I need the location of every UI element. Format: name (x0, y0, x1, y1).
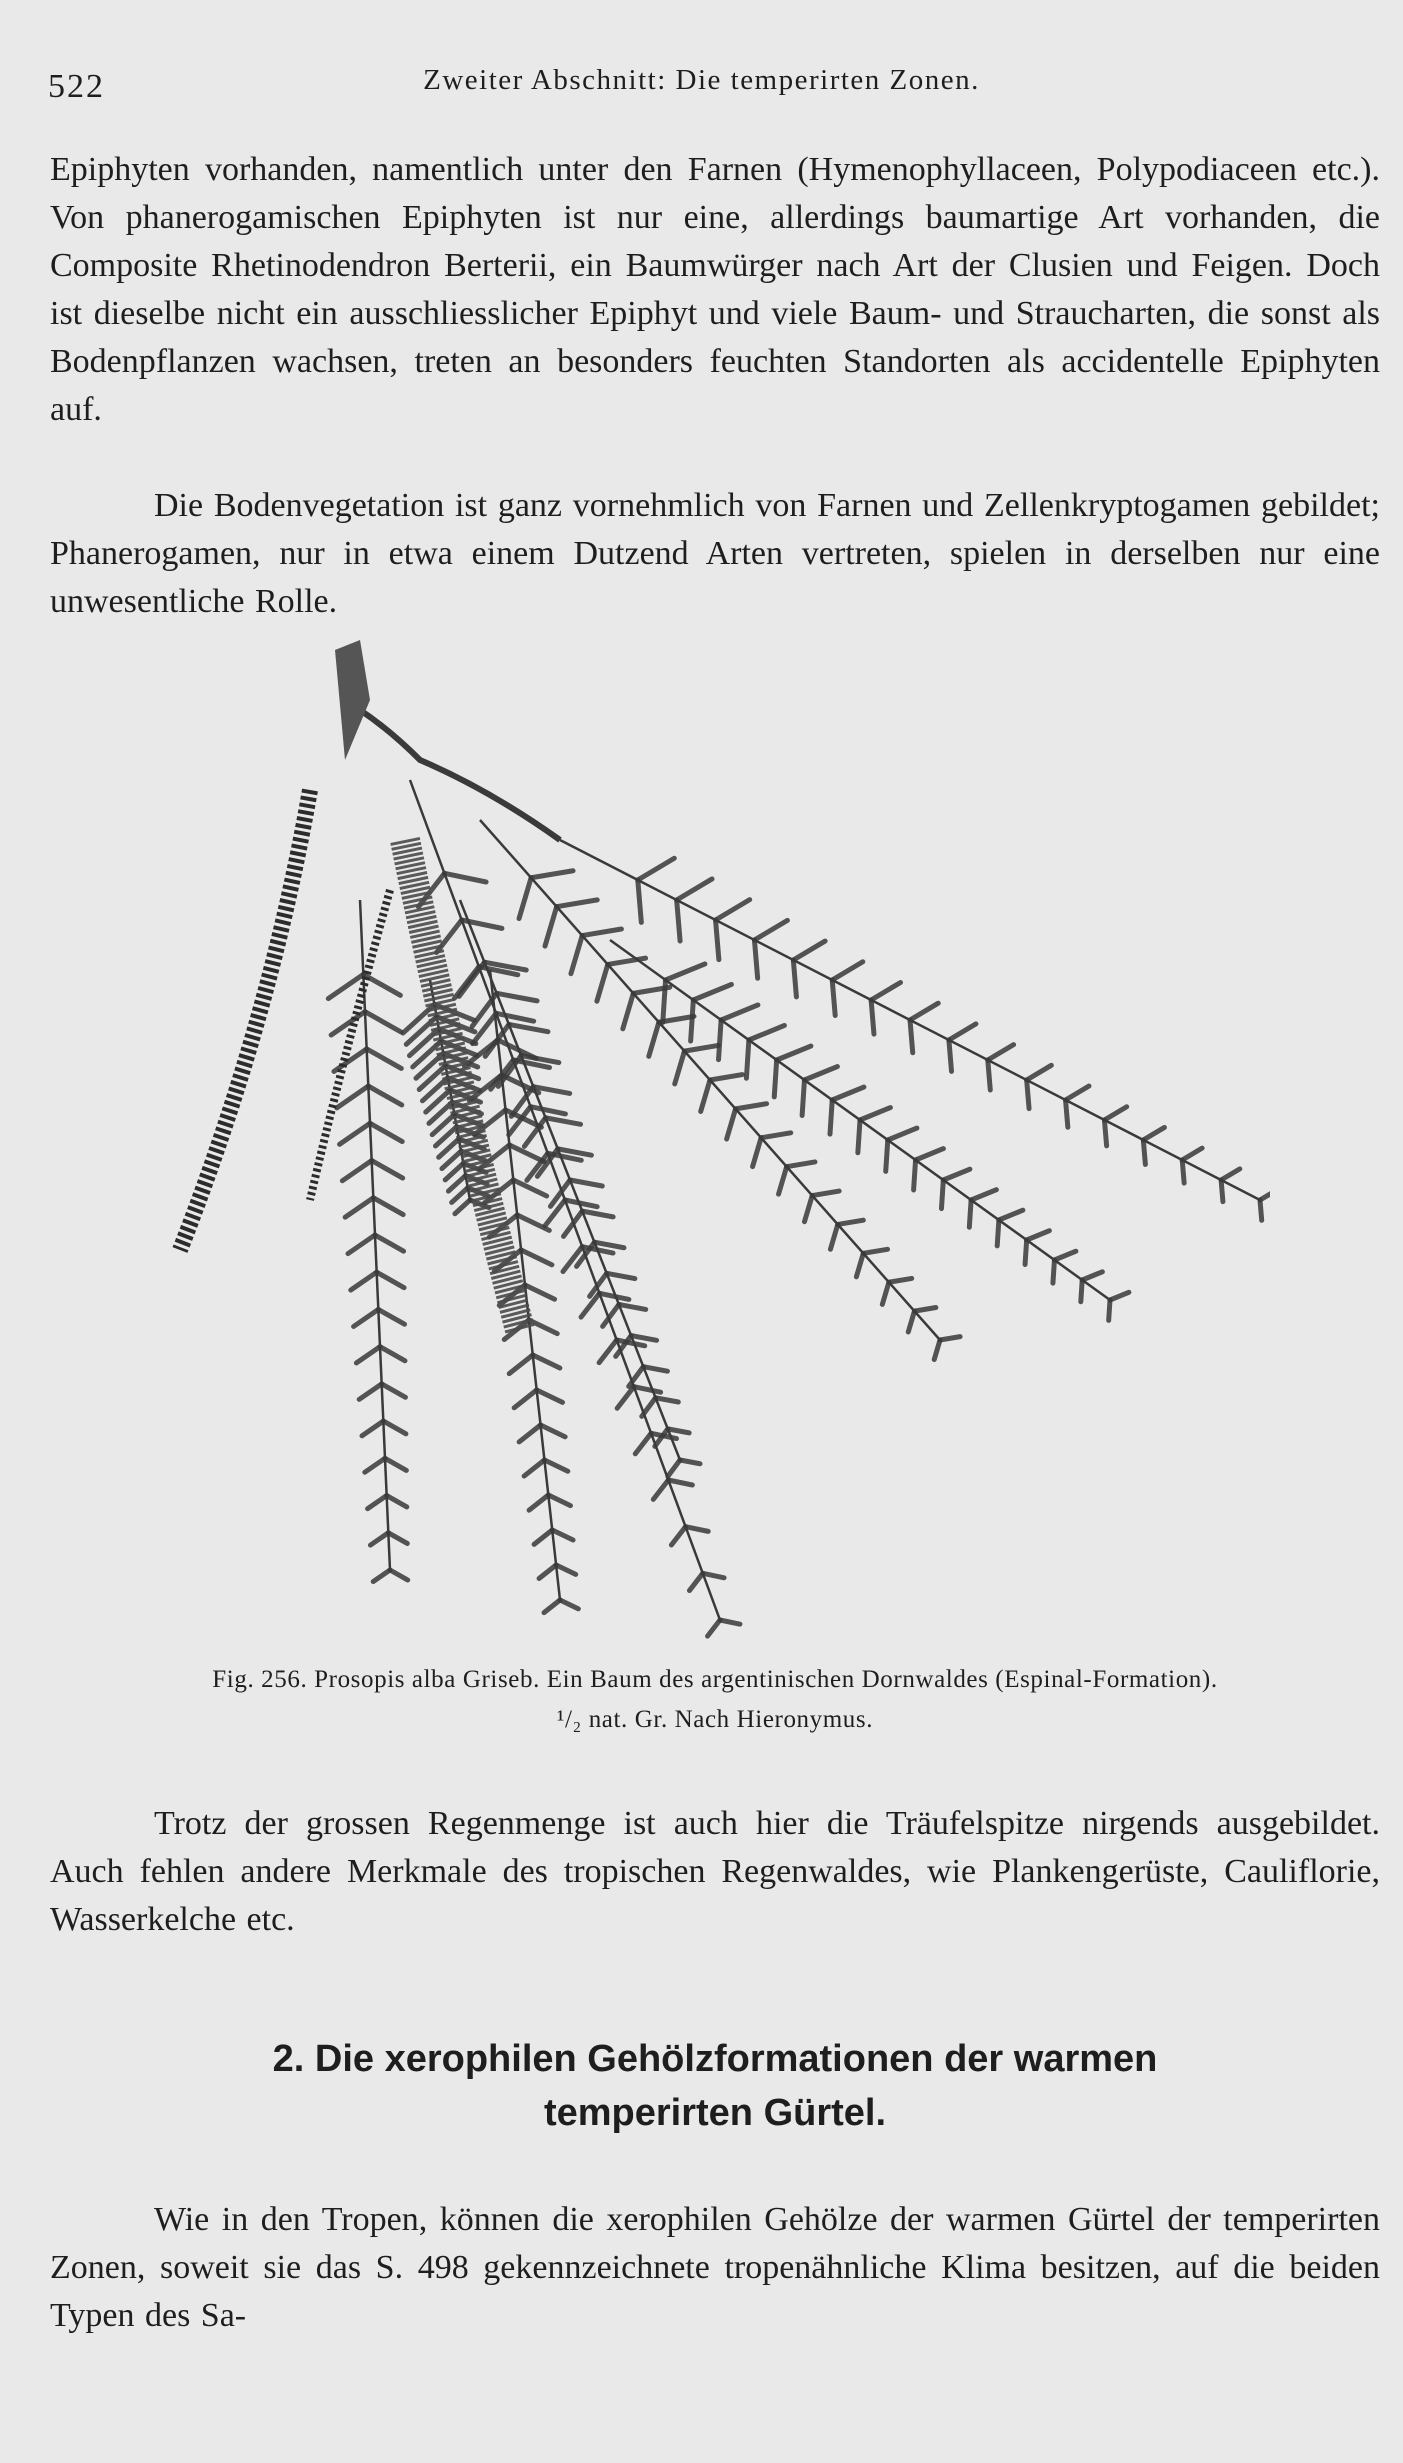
page-number: 522 (48, 68, 105, 105)
leaflet (1143, 1140, 1145, 1164)
leaflet (1053, 1260, 1055, 1283)
leaflet (509, 1145, 544, 1162)
section-heading (50, 2032, 1380, 2140)
leaflet (934, 1340, 940, 1360)
leaflet (727, 1109, 736, 1139)
leaflet (385, 1458, 406, 1470)
leaflet (452, 1188, 468, 1203)
leaflet (914, 1308, 935, 1312)
leaflet (444, 873, 486, 882)
leaflet (710, 1075, 742, 1080)
leaflet (373, 1198, 403, 1215)
leaflet (521, 1250, 552, 1265)
leaflet (701, 1080, 710, 1111)
leaflet (560, 1600, 578, 1609)
leaflet (1066, 1086, 1089, 1100)
leaflet (832, 980, 835, 1015)
leaflet (1260, 1190, 1270, 1200)
leaflet (716, 920, 719, 960)
leaflet (680, 1460, 700, 1464)
leaflet (529, 1320, 557, 1334)
leaflet (519, 878, 531, 919)
leaflet (1054, 1251, 1075, 1260)
leaflet (656, 1398, 679, 1402)
leaflet (916, 1149, 944, 1160)
leaflet (544, 1600, 560, 1613)
broken-twig (335, 640, 370, 760)
leaflet (668, 1429, 689, 1433)
leaflet (943, 1169, 970, 1180)
leaflet (365, 1012, 401, 1032)
running-head (48, 60, 1355, 110)
leaflet (888, 1128, 917, 1140)
leaflet (754, 940, 757, 978)
leaflet (1182, 1148, 1202, 1160)
leaflet (548, 1495, 570, 1506)
leaflet (359, 1384, 381, 1399)
leaflet (889, 1278, 912, 1282)
leaflet (1104, 1120, 1106, 1146)
leaflet (1027, 1231, 1050, 1240)
leaflet (668, 1460, 680, 1476)
leaflet (634, 1387, 661, 1393)
leaflet (556, 1565, 576, 1574)
leaflet (546, 1118, 581, 1125)
leaflet (802, 1080, 804, 1116)
leaflet (643, 1367, 667, 1371)
leaflet (668, 1480, 692, 1485)
leaflet (373, 1570, 390, 1582)
leaflet (334, 1049, 367, 1072)
leaflet (638, 880, 642, 922)
leaflet (623, 993, 634, 1028)
leaflet (557, 900, 598, 907)
leaflet (1082, 1272, 1102, 1280)
leaflet (599, 1340, 617, 1363)
leaflet (753, 1138, 762, 1167)
leaflet (607, 1273, 635, 1278)
leaflet (409, 1029, 438, 1056)
leaflet (368, 1496, 387, 1509)
main-stem (350, 650, 560, 840)
leaflet (382, 1384, 406, 1397)
leaflet (988, 1045, 1014, 1060)
prosopis-branch-illustration (160, 640, 1270, 1650)
leaflet (533, 1355, 560, 1368)
leaflet (1260, 1200, 1262, 1220)
leaflet (720, 1620, 740, 1624)
leaflet (812, 1191, 839, 1196)
leaflet (793, 941, 825, 960)
leaflet (356, 1347, 380, 1363)
leaflet (908, 1311, 914, 1332)
leaflet (1025, 1240, 1027, 1264)
paragraph-epiphytes: Epiphyten vorhanden, namentlich unter den Farnen (Hymenophyllaceen, Polypodiaceen etc.). Von phanerogamischen Epiphyten ist nur eine, allerdings baumartige Art vorhanden, die Composite Rhetinodendron Berterii, ein Baumwürger nach Art der Clusien und Feigen. Doch ist dieselbe nicht ein ausschliesslicher Epiphyt und viele Baum- und Straucharten, die sonst als Bodenpflanzen wachsen, treten an besonders feuchten Standorten als accidentelle Epiphyten auf. (50, 151, 1380, 428)
running-title: Zweiter Abschnitt: Die temperirten Zonen. (423, 64, 980, 96)
leaflet (1104, 1107, 1126, 1120)
leaflet (716, 900, 750, 920)
leaflet (340, 1123, 370, 1144)
leaflet (387, 1496, 407, 1507)
leaflet (459, 962, 484, 996)
leaflet (860, 1108, 890, 1120)
paragraph-ground-vegetation: Die Bodenvegetation ist ganz vornehmlich von Farnen und Zellenkryptogamen gebildet; Phanerogamen, nur in etwa einem Dutzend Arten vertreten, spielen in derselben nur eine unwesentliche Rolle. (50, 487, 1380, 620)
leaflet (749, 1025, 785, 1040)
leaflet (617, 1340, 645, 1346)
figure-caption (50, 1660, 1380, 1740)
leaflet (1027, 1080, 1029, 1109)
leaflet (1066, 1100, 1068, 1127)
leaflet (736, 1104, 767, 1109)
leaflet (342, 1161, 371, 1181)
caption-line-1: Fig. 256. Prosopis alba Griseb. Ein Baum des argentinischen Dornwaldes (Espinal-Formation). (212, 1666, 1218, 1693)
figure-prosopis-alba (160, 640, 1270, 1650)
leaflet (345, 1198, 373, 1217)
leaflet (378, 1309, 404, 1324)
leaflet (351, 1272, 377, 1290)
leaflet (519, 1425, 540, 1442)
flower-spike (180, 790, 310, 1250)
leaflet (594, 1242, 624, 1248)
leaflet (832, 1087, 864, 1100)
leaflet (703, 1573, 724, 1577)
leaflet (525, 1285, 555, 1299)
leaflet (631, 1336, 656, 1341)
leaflet (910, 1020, 913, 1053)
leaflet (638, 858, 675, 880)
leaflet (545, 907, 557, 946)
leaflet (514, 1390, 536, 1408)
leaflet (830, 1100, 832, 1134)
leaflet (377, 1272, 404, 1287)
leaflet (509, 1355, 533, 1374)
paragraph-drip-tip: Trotz der grossen Regenmenge ist auch hier die Träufelspitze nirgends ausgebildet. Auch fehlen andere Merkmale des tropischen Regenwaldes, wie Plankengerüste, Cauliflorie, Wasserkelche etc. (50, 1805, 1380, 1938)
leaflet (761, 1133, 791, 1138)
leaflet (1109, 1300, 1110, 1320)
leaflet (871, 1000, 874, 1034)
leaflet (372, 1161, 403, 1178)
leaflet (617, 1387, 634, 1409)
leaflet (793, 960, 796, 997)
leaflet (721, 1005, 758, 1020)
leaflet (524, 1460, 544, 1476)
leaflet (691, 1000, 694, 1041)
leaflet (496, 1013, 534, 1021)
leaflet (1110, 1292, 1129, 1300)
leaflet (856, 1253, 863, 1277)
leaflet (337, 1086, 369, 1108)
leaflet (375, 1235, 404, 1251)
leaflet (635, 1433, 651, 1453)
leaflet (746, 1040, 749, 1078)
leaflet (1027, 1065, 1052, 1080)
leaflet (597, 964, 608, 1001)
leaflet (708, 1620, 720, 1636)
leaflet (832, 962, 863, 980)
leaflet (774, 1060, 776, 1097)
leaflet (779, 1167, 787, 1194)
leaflet (539, 1565, 556, 1579)
leaflet (689, 1573, 702, 1590)
leaflet (671, 1527, 685, 1545)
leaflet (886, 1140, 888, 1171)
leaflet (949, 1024, 976, 1040)
leaflet (348, 1235, 375, 1254)
leaflet (354, 1309, 379, 1326)
leaflet (914, 1160, 916, 1190)
leaflet (619, 1304, 646, 1309)
leaflet (1221, 1180, 1223, 1202)
leaflet (513, 1180, 546, 1196)
section-heading-line-1: 2. Die xerophilen Gehölzformationen der warmen (272, 2038, 1158, 2080)
leaflet (367, 1049, 402, 1069)
leaflet (830, 1224, 837, 1249)
leaflet (999, 1210, 1023, 1220)
leaflet (1143, 1127, 1164, 1140)
leaflet (362, 1421, 383, 1436)
leaflet (608, 958, 646, 964)
leaflet (534, 1530, 552, 1544)
leaflet (570, 1180, 602, 1186)
leaflet (940, 1337, 960, 1340)
leaflet (531, 1107, 566, 1114)
leaflet (368, 1086, 401, 1105)
leaflet (388, 1533, 407, 1544)
leaflet (537, 1390, 563, 1402)
leaflet (910, 1003, 938, 1020)
leaflet (754, 920, 787, 940)
leaflet (544, 1460, 567, 1471)
section-heading-line-2: temperirten Gürtel. (543, 2092, 887, 2134)
leaflet (882, 1282, 889, 1304)
leaflet (552, 1530, 573, 1540)
leaflet (858, 1120, 860, 1153)
leaflet (497, 993, 537, 1001)
leaflet (1081, 1280, 1082, 1302)
leaflet (1182, 1160, 1184, 1183)
leaflet (941, 1180, 943, 1209)
leaflet (370, 1533, 388, 1545)
leaflet (871, 982, 900, 1000)
leaflet (455, 1200, 470, 1214)
leaflet (509, 1024, 548, 1031)
leaflet (675, 1051, 685, 1084)
leaflet (684, 1045, 718, 1051)
leaflet (838, 1220, 864, 1224)
leaflet (719, 1020, 722, 1060)
leaflet (693, 984, 731, 1000)
leaflet (804, 1196, 812, 1222)
leaflet (365, 1458, 385, 1472)
leaflet (1221, 1169, 1240, 1180)
paragraph-xerophilous: Wie in den Tropen, können die xerophilen Gehölze der warmen Gürtel der temperirten Zonen, soweit sie das S. 498 gekennzeichnete tropenähnliche Klima besitzen, auf die beiden Typen des Sa- (50, 2201, 1380, 2334)
leaflet (642, 1398, 656, 1417)
leaflet (777, 1046, 811, 1060)
leaflet (383, 1421, 406, 1434)
flower-spike (310, 890, 390, 1200)
leaflet (863, 1249, 887, 1253)
leaflet (677, 900, 680, 941)
leaflet (370, 1123, 402, 1141)
leaflet (949, 1040, 952, 1071)
leaflet (582, 929, 621, 936)
leaflet (529, 1495, 548, 1510)
leaflet (649, 1022, 659, 1056)
leaflet (571, 936, 582, 974)
leaflet (653, 1480, 668, 1499)
leaflet (971, 1190, 996, 1200)
leaflet (997, 1220, 999, 1246)
leaflet (390, 1570, 408, 1580)
leaflet (380, 1347, 405, 1361)
caption-line-2: ¹/₂ nat. Gr. Nach Hieronymus. (556, 1706, 874, 1733)
leaflet (969, 1200, 971, 1227)
leaflet (531, 871, 573, 878)
leaflet (541, 1425, 566, 1437)
leaflet (988, 1060, 991, 1090)
leaflet (686, 1527, 709, 1532)
leaflet (804, 1067, 837, 1080)
leaflet (666, 964, 705, 980)
leaflet (563, 1211, 582, 1236)
leaflet (677, 879, 712, 900)
leaflet (582, 1211, 613, 1217)
leaflet (787, 1162, 815, 1167)
